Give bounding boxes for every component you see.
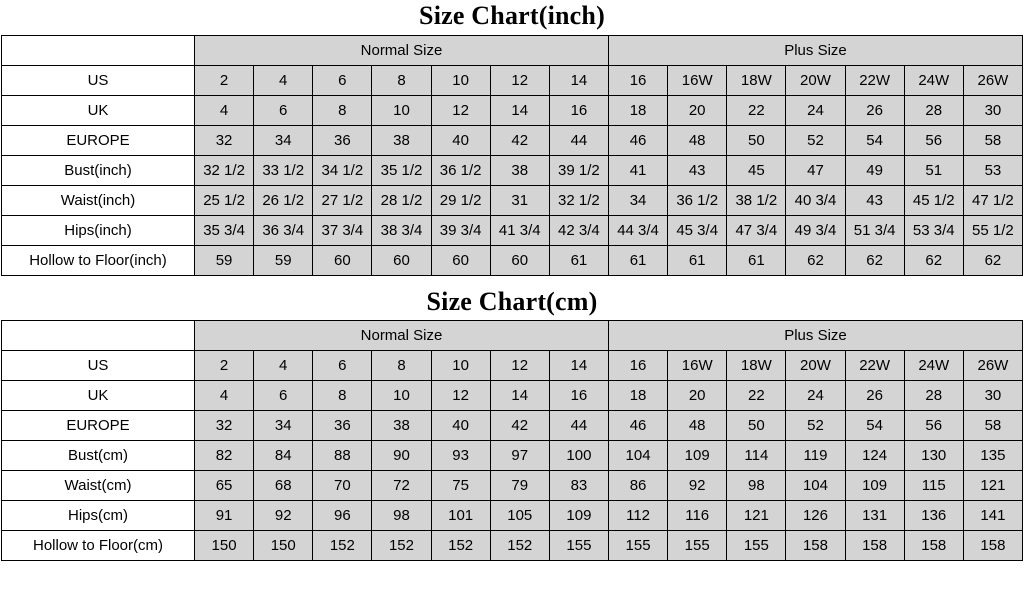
table-cell: 59 <box>195 245 254 275</box>
table-cell: 141 <box>963 501 1022 531</box>
page-title-cm: Size Chart(cm) <box>426 286 598 316</box>
table-cell: 22W <box>845 65 904 95</box>
size-chart-cm <box>0 286 1024 562</box>
table-cell: 34 <box>254 411 313 441</box>
table-cell: 61 <box>608 245 667 275</box>
table-cell: 37 3/4 <box>313 215 372 245</box>
table-cell: 16 <box>549 381 608 411</box>
table-row <box>2 411 1023 441</box>
table-cell: 130 <box>904 441 963 471</box>
group-header-normal-size: Normal Size <box>195 35 609 65</box>
table-cell: 100 <box>549 441 608 471</box>
table-cell: 44 <box>549 411 608 441</box>
table-cell: 20W <box>786 351 845 381</box>
group-header-row <box>2 35 1023 65</box>
size-table-cm <box>1 320 1023 561</box>
table-cell: 6 <box>313 351 372 381</box>
table-cell: 4 <box>195 381 254 411</box>
table-cell: 38 <box>372 125 431 155</box>
table-cell: 26 <box>845 381 904 411</box>
table-cell: 40 <box>431 125 490 155</box>
table-cell: 40 <box>431 411 490 441</box>
table-cell: 27 1/2 <box>313 185 372 215</box>
table-cell: 92 <box>254 501 313 531</box>
table-row <box>2 471 1023 501</box>
table-cell: 12 <box>490 65 549 95</box>
table-cell: 115 <box>904 471 963 501</box>
table-wrapper-inch <box>0 35 1024 276</box>
table-cell: 14 <box>490 381 549 411</box>
row-header: US <box>2 65 195 95</box>
table-cell: 72 <box>372 471 431 501</box>
table-cell: 2 <box>195 351 254 381</box>
table-cell: 32 <box>195 125 254 155</box>
row-header: Waist(cm) <box>2 471 195 501</box>
table-cell: 96 <box>313 501 372 531</box>
table-row <box>2 185 1023 215</box>
table-cell: 22 <box>727 95 786 125</box>
table-cell: 14 <box>549 65 608 95</box>
table-cell: 6 <box>254 95 313 125</box>
page-title-inch: Size Chart(inch) <box>419 1 605 30</box>
table-cell: 14 <box>490 95 549 125</box>
table-cell: 48 <box>668 125 727 155</box>
table-cell: 155 <box>608 531 667 561</box>
table-cell: 98 <box>372 501 431 531</box>
table-cell: 10 <box>372 95 431 125</box>
table-cell: 42 3/4 <box>549 215 608 245</box>
table-cell: 8 <box>372 351 431 381</box>
table-cell: 61 <box>549 245 608 275</box>
table-cell: 155 <box>668 531 727 561</box>
table-cell: 38 1/2 <box>727 185 786 215</box>
table-cell: 18 <box>608 381 667 411</box>
table-cell: 114 <box>727 441 786 471</box>
table-cell: 2 <box>195 65 254 95</box>
table-cell: 60 <box>431 245 490 275</box>
table-row <box>2 215 1023 245</box>
table-cell: 36 1/2 <box>668 185 727 215</box>
table-cell: 62 <box>786 245 845 275</box>
table-cell: 50 <box>727 125 786 155</box>
table-cell: 121 <box>963 471 1022 501</box>
table-cell: 22W <box>845 351 904 381</box>
table-cell: 24W <box>904 351 963 381</box>
table-row <box>2 65 1023 95</box>
table-cell: 36 <box>313 125 372 155</box>
table-cell: 53 3/4 <box>904 215 963 245</box>
table-cell: 10 <box>431 65 490 95</box>
table-cell: 33 1/2 <box>254 155 313 185</box>
table-cell: 150 <box>195 531 254 561</box>
table-cell: 42 <box>490 411 549 441</box>
size-table-inch <box>1 35 1023 276</box>
table-cell: 152 <box>490 531 549 561</box>
table-cell: 39 3/4 <box>431 215 490 245</box>
table-cell: 150 <box>254 531 313 561</box>
table-cell: 26 <box>845 95 904 125</box>
table-cell: 62 <box>963 245 1022 275</box>
table-cell: 32 1/2 <box>549 185 608 215</box>
table-cell: 62 <box>904 245 963 275</box>
table-cell: 98 <box>727 471 786 501</box>
group-header-normal-size: Normal Size <box>195 321 609 351</box>
table-cell: 60 <box>372 245 431 275</box>
table-cell: 34 <box>608 185 667 215</box>
table-cell: 18 <box>608 95 667 125</box>
table-cell: 158 <box>845 531 904 561</box>
table-cell: 36 3/4 <box>254 215 313 245</box>
table-cell: 60 <box>490 245 549 275</box>
table-cell: 38 <box>490 155 549 185</box>
table-row <box>2 501 1023 531</box>
table-cell: 119 <box>786 441 845 471</box>
row-header: UK <box>2 95 195 125</box>
group-header-plus-size: Plus Size <box>608 35 1022 65</box>
table-row <box>2 381 1023 411</box>
table-row <box>2 155 1023 185</box>
table-row <box>2 95 1023 125</box>
table-cell: 54 <box>845 125 904 155</box>
row-header: Bust(inch) <box>2 155 195 185</box>
table-cell: 79 <box>490 471 549 501</box>
table-cell: 24 <box>786 95 845 125</box>
table-cell: 152 <box>431 531 490 561</box>
table-row <box>2 531 1023 561</box>
table-cell: 12 <box>431 381 490 411</box>
table-cell: 46 <box>608 125 667 155</box>
table-cell: 18W <box>727 351 786 381</box>
table-cell: 47 <box>786 155 845 185</box>
table-cell: 44 3/4 <box>608 215 667 245</box>
table-cell: 152 <box>313 531 372 561</box>
table-cell: 40 3/4 <box>786 185 845 215</box>
group-header-row <box>2 321 1023 351</box>
table-cell: 45 1/2 <box>904 185 963 215</box>
row-header: UK <box>2 381 195 411</box>
table-cell: 109 <box>549 501 608 531</box>
table-cell: 104 <box>608 441 667 471</box>
table-cell: 28 <box>904 381 963 411</box>
table-cell: 53 <box>963 155 1022 185</box>
table-cell: 24 <box>786 381 845 411</box>
table-cell: 124 <box>845 441 904 471</box>
table-cell: 8 <box>372 65 431 95</box>
table-cell: 88 <box>313 441 372 471</box>
table-cell: 68 <box>254 471 313 501</box>
table-cell: 4 <box>195 95 254 125</box>
table-cell: 112 <box>608 501 667 531</box>
table-cell: 58 <box>963 125 1022 155</box>
table-cell: 12 <box>490 351 549 381</box>
table-cell: 158 <box>963 531 1022 561</box>
table-row <box>2 351 1023 381</box>
table-cell: 48 <box>668 411 727 441</box>
table-cell: 131 <box>845 501 904 531</box>
table-cell: 35 3/4 <box>195 215 254 245</box>
table-cell: 41 3/4 <box>490 215 549 245</box>
size-chart-inch <box>0 0 1024 276</box>
table-cell: 4 <box>254 65 313 95</box>
table-cell: 116 <box>668 501 727 531</box>
table-cell: 43 <box>668 155 727 185</box>
row-header: Hips(cm) <box>2 501 195 531</box>
table-cell: 18W <box>727 65 786 95</box>
table-cell: 93 <box>431 441 490 471</box>
table-cell: 16 <box>608 65 667 95</box>
table-cell: 16W <box>668 65 727 95</box>
table-cell: 38 3/4 <box>372 215 431 245</box>
table-cell: 8 <box>313 381 372 411</box>
table-cell: 43 <box>845 185 904 215</box>
table-cell: 109 <box>845 471 904 501</box>
table-cell: 45 <box>727 155 786 185</box>
table-cell: 41 <box>608 155 667 185</box>
table-cell: 109 <box>668 441 727 471</box>
table-cell: 10 <box>372 381 431 411</box>
section-divider <box>0 276 1024 286</box>
table-cell: 30 <box>963 381 1022 411</box>
table-cell: 16W <box>668 351 727 381</box>
table-cell: 6 <box>254 381 313 411</box>
table-cell: 56 <box>904 125 963 155</box>
table-cell: 135 <box>963 441 1022 471</box>
table-corner-cell <box>2 35 195 65</box>
table-cell: 12 <box>431 95 490 125</box>
table-cell: 36 <box>313 411 372 441</box>
table-cell: 84 <box>254 441 313 471</box>
table-cell: 56 <box>904 411 963 441</box>
table-cell: 126 <box>786 501 845 531</box>
row-header: Bust(cm) <box>2 441 195 471</box>
table-cell: 22 <box>727 381 786 411</box>
table-cell: 121 <box>727 501 786 531</box>
table-cell: 16 <box>549 95 608 125</box>
table-cell: 82 <box>195 441 254 471</box>
table-cell: 50 <box>727 411 786 441</box>
table-cell: 52 <box>786 125 845 155</box>
table-cell: 39 1/2 <box>549 155 608 185</box>
table-wrapper-cm <box>0 320 1024 561</box>
table-cell: 20W <box>786 65 845 95</box>
table-cell: 101 <box>431 501 490 531</box>
table-cell: 83 <box>549 471 608 501</box>
table-cell: 4 <box>254 351 313 381</box>
table-cell: 29 1/2 <box>431 185 490 215</box>
table-cell: 104 <box>786 471 845 501</box>
table-cell: 36 1/2 <box>431 155 490 185</box>
row-header: Hollow to Floor(cm) <box>2 531 195 561</box>
table-cell: 54 <box>845 411 904 441</box>
table-cell: 34 <box>254 125 313 155</box>
table-cell: 30 <box>963 95 1022 125</box>
table-cell: 51 <box>904 155 963 185</box>
table-cell: 20 <box>668 381 727 411</box>
table-cell: 60 <box>313 245 372 275</box>
table-cell: 44 <box>549 125 608 155</box>
table-cell: 51 3/4 <box>845 215 904 245</box>
table-cell: 34 1/2 <box>313 155 372 185</box>
table-cell: 46 <box>608 411 667 441</box>
table-cell: 136 <box>904 501 963 531</box>
table-row <box>2 441 1023 471</box>
row-header: Waist(inch) <box>2 185 195 215</box>
table-cell: 16 <box>608 351 667 381</box>
table-cell: 155 <box>727 531 786 561</box>
row-header: Hips(inch) <box>2 215 195 245</box>
table-cell: 62 <box>845 245 904 275</box>
table-cell: 158 <box>786 531 845 561</box>
table-cell: 97 <box>490 441 549 471</box>
table-cell: 20 <box>668 95 727 125</box>
table-cell: 28 <box>904 95 963 125</box>
table-cell: 90 <box>372 441 431 471</box>
table-cell: 86 <box>608 471 667 501</box>
table-cell: 45 3/4 <box>668 215 727 245</box>
row-header: US <box>2 351 195 381</box>
table-cell: 58 <box>963 411 1022 441</box>
table-cell: 31 <box>490 185 549 215</box>
table-cell: 155 <box>549 531 608 561</box>
table-cell: 47 3/4 <box>727 215 786 245</box>
table-cell: 24W <box>904 65 963 95</box>
table-cell: 65 <box>195 471 254 501</box>
table-cell: 158 <box>904 531 963 561</box>
table-cell: 35 1/2 <box>372 155 431 185</box>
table-cell: 25 1/2 <box>195 185 254 215</box>
table-cell: 26W <box>963 65 1022 95</box>
group-header-plus-size: Plus Size <box>608 321 1022 351</box>
table-cell: 26W <box>963 351 1022 381</box>
table-cell: 38 <box>372 411 431 441</box>
table-cell: 91 <box>195 501 254 531</box>
table-cell: 70 <box>313 471 372 501</box>
table-cell: 14 <box>549 351 608 381</box>
table-row <box>2 125 1023 155</box>
table-cell: 6 <box>313 65 372 95</box>
table-cell: 32 <box>195 411 254 441</box>
table-cell: 47 1/2 <box>963 185 1022 215</box>
table-cell: 61 <box>727 245 786 275</box>
table-cell: 92 <box>668 471 727 501</box>
table-cell: 59 <box>254 245 313 275</box>
row-header: EUROPE <box>2 411 195 441</box>
table-cell: 28 1/2 <box>372 185 431 215</box>
row-header: EUROPE <box>2 125 195 155</box>
table-cell: 52 <box>786 411 845 441</box>
table-cell: 8 <box>313 95 372 125</box>
table-cell: 49 3/4 <box>786 215 845 245</box>
table-cell: 49 <box>845 155 904 185</box>
table-cell: 61 <box>668 245 727 275</box>
table-cell: 10 <box>431 351 490 381</box>
table-cell: 42 <box>490 125 549 155</box>
table-cell: 75 <box>431 471 490 501</box>
table-cell: 105 <box>490 501 549 531</box>
row-header: Hollow to Floor(inch) <box>2 245 195 275</box>
table-cell: 26 1/2 <box>254 185 313 215</box>
table-row <box>2 245 1023 275</box>
table-cell: 55 1/2 <box>963 215 1022 245</box>
table-cell: 32 1/2 <box>195 155 254 185</box>
table-cell: 152 <box>372 531 431 561</box>
table-corner-cell <box>2 321 195 351</box>
